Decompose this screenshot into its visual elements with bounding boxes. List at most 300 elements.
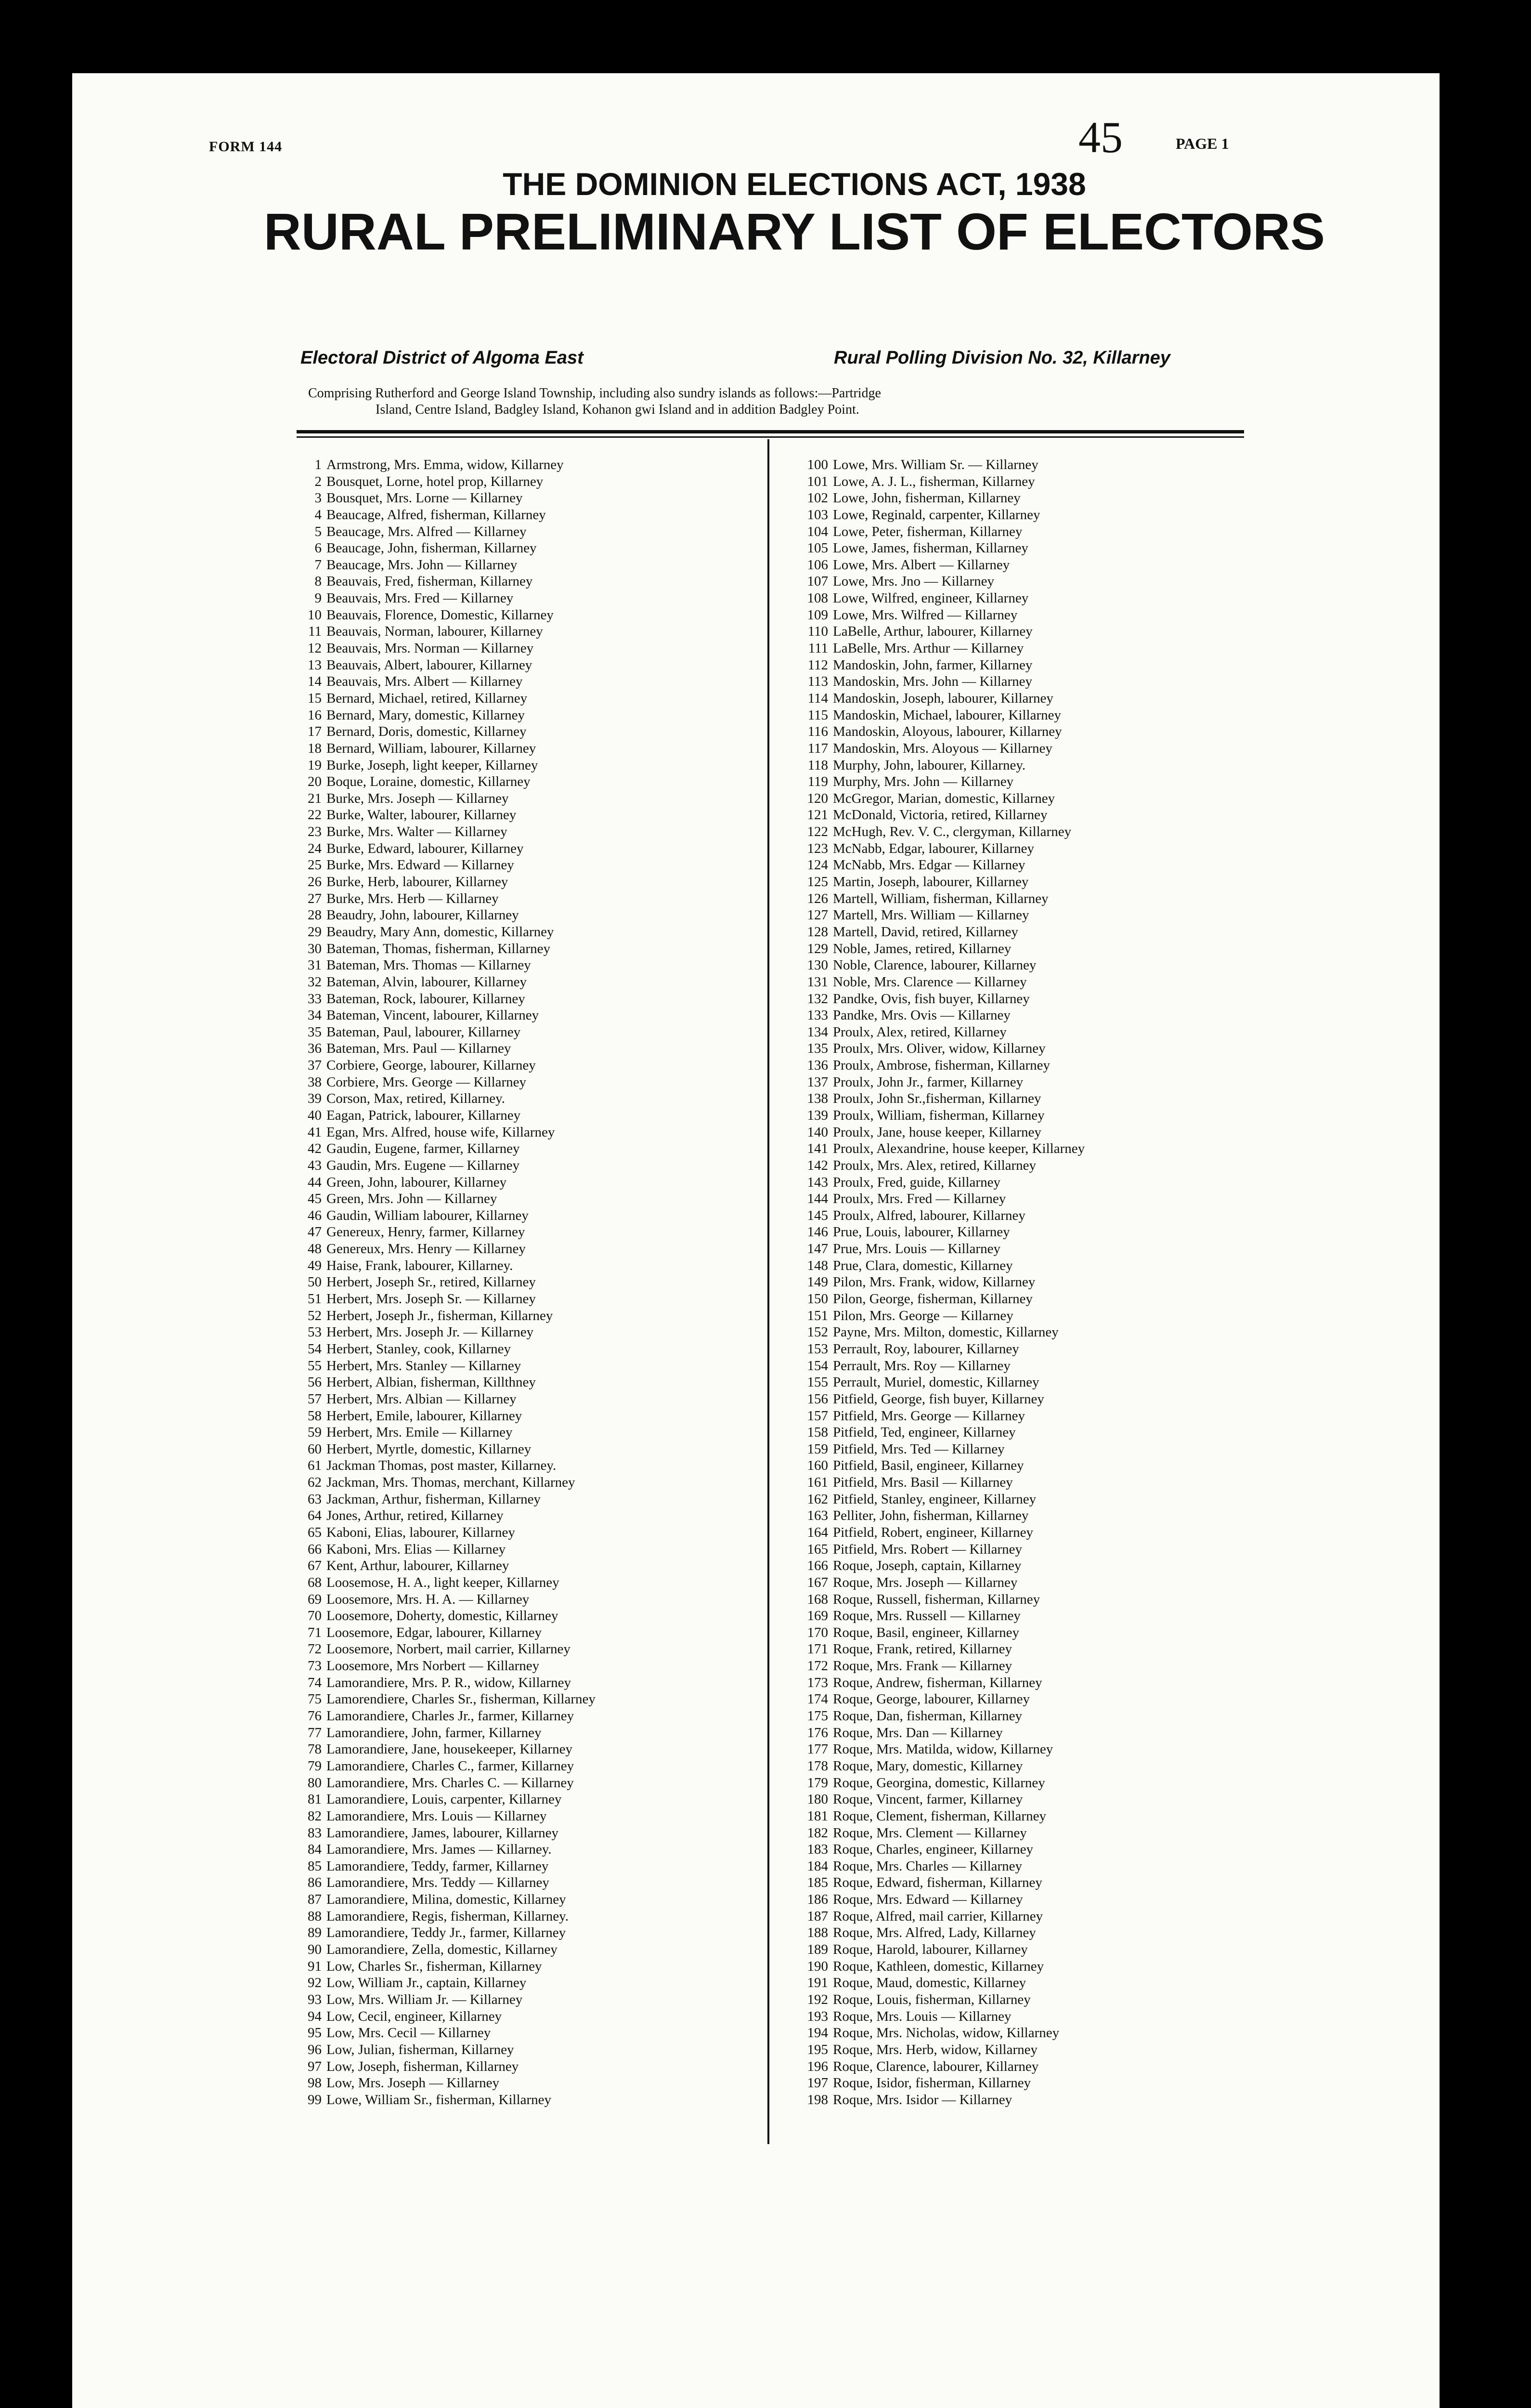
elector-details: Martell, William, fisherman, Killarney: [833, 890, 1049, 906]
elector-entry: [766, 941, 1261, 957]
elector-number: 123: [807, 840, 828, 856]
elector-details: Low, William Jr., captain, Killarney: [326, 1975, 527, 1991]
elector-details: Low, Charles Sr., fisherman, Killarney: [326, 1958, 542, 1974]
elector-details: Roque, Charles, engineer, Killarney: [833, 1842, 1033, 1858]
elector-entry: [270, 857, 761, 874]
elector-entry: [766, 1924, 1261, 1941]
elector-details: Beauvais, Norman, labourer, Killarney: [326, 624, 543, 640]
elector-number: 157: [807, 1408, 828, 1424]
elector-details: Armstrong, Mrs. Emma, widow, Killarney: [326, 457, 564, 472]
elector-number: 97: [308, 2058, 322, 2074]
elector-entry: [766, 957, 1261, 974]
elector-entry: [270, 1007, 761, 1024]
elector-details: Roque, Russell, fisherman, Killarney: [833, 1591, 1040, 1607]
elector-details: Proulx, Mrs. Oliver, widow, Killarney: [833, 1041, 1046, 1057]
elector-number: 11: [308, 624, 322, 640]
elector-details: Herbert, Emile, labourer, Killarney: [326, 1408, 522, 1424]
elector-number: 174: [807, 1691, 828, 1707]
elector-entry: [766, 1975, 1261, 1991]
elector-number: 68: [308, 1574, 322, 1590]
elector-entry: [766, 1074, 1261, 1091]
elector-entry: [766, 2008, 1261, 2025]
elector-details: Burke, Joseph, light keeper, Killarney: [326, 757, 538, 773]
elector-entry: [270, 1775, 761, 1792]
elector-number: 98: [308, 2075, 322, 2091]
elector-number: 66: [308, 1541, 322, 1557]
elector-details: Murphy, Mrs. John — Killarney: [833, 774, 1014, 790]
elector-details: Pitfield, Ted, engineer, Killarney: [833, 1425, 1016, 1440]
elector-details: Jackman, Mrs. Thomas, merchant, Killarney: [326, 1475, 575, 1491]
elector-number: 142: [807, 1157, 828, 1173]
elector-details: Roque, Joseph, captain, Killarney: [833, 1558, 1022, 1574]
elector-number: 129: [807, 941, 828, 956]
elector-details: Pilon, George, fisherman, Killarney: [833, 1291, 1033, 1307]
elector-entry: [270, 1975, 761, 1991]
elector-details: Proulx, Alex, retired, Killarney: [833, 1024, 1007, 1040]
elector-number: 119: [807, 774, 828, 790]
comprising-line-2: Island, Centre Island, Badgley Island, Kohanon gwi Island and in addition Badgley Point.: [376, 402, 859, 417]
elector-details: Bernard, Doris, domestic, Killarney: [326, 724, 527, 740]
elector-number: 83: [308, 1825, 322, 1841]
elector-number: 128: [807, 924, 828, 940]
elector-number: 86: [308, 1875, 322, 1891]
elector-number: 170: [807, 1624, 828, 1640]
elector-number: 3: [314, 490, 322, 506]
elector-details: Roque, Mrs. Dan — Killarney: [833, 1725, 1003, 1741]
elector-number: 188: [807, 1925, 828, 1941]
elector-number: 159: [807, 1441, 828, 1457]
elector-number: 151: [807, 1308, 828, 1323]
elector-entry: [766, 1841, 1261, 1858]
elector-entry: [766, 657, 1261, 674]
elector-number: 104: [807, 523, 828, 539]
elector-number: 163: [807, 1508, 828, 1524]
elector-number: 130: [807, 957, 828, 973]
elector-entry: [766, 1758, 1261, 1775]
polling-division: Rural Polling Division No. 32, Killarney: [834, 348, 1170, 368]
elector-number: 95: [308, 2025, 322, 2041]
elector-entry: [766, 690, 1261, 707]
header-rule-thin: [297, 436, 1244, 438]
elector-details: Lowe, Mrs. William Sr. — Killarney: [833, 457, 1038, 472]
elector-entry: [270, 1140, 761, 1157]
elector-entry: [766, 1090, 1261, 1107]
elector-details: Pitfield, Mrs. George — Killarney: [833, 1408, 1025, 1424]
elector-entry: [270, 991, 761, 1008]
elector-number: 85: [308, 1858, 322, 1874]
elector-details: Corbiere, George, labourer, Killarney: [326, 1058, 536, 1073]
elector-details: Proulx, Alfred, labourer, Killarney: [833, 1207, 1025, 1223]
elector-number: 72: [308, 1641, 322, 1657]
elector-details: Lamorandiere, Mrs. James — Killarney.: [326, 1842, 552, 1858]
elector-details: Bateman, Alvin, labourer, Killarney: [326, 974, 527, 990]
elector-entry: [270, 1541, 761, 1558]
elector-details: McNabb, Mrs. Edgar — Killarney: [833, 857, 1025, 873]
elector-details: Noble, Mrs. Clarence — Killarney: [833, 974, 1027, 990]
elector-entry: [270, 1725, 761, 1741]
elector-number: 150: [807, 1291, 828, 1307]
elector-details: Burke, Mrs. Walter — Killarney: [326, 824, 507, 840]
elector-entry: [270, 590, 761, 607]
elector-number: 117: [807, 740, 828, 756]
elector-details: Herbert, Myrtle, domestic, Killarney: [326, 1441, 532, 1457]
elector-entry: [766, 1658, 1261, 1675]
elector-details: Burke, Mrs. Herb — Killarney: [326, 890, 499, 906]
elector-number: 115: [807, 707, 828, 723]
elector-number: 93: [308, 1991, 322, 2007]
elector-entry: [766, 1241, 1261, 1257]
elector-entry: [766, 590, 1261, 607]
elector-entry: [270, 1791, 761, 1808]
elector-entry: [270, 1441, 761, 1458]
elector-details: Green, Mrs. John — Killarney: [326, 1191, 497, 1207]
elector-number: 180: [807, 1792, 828, 1807]
elector-entry: [270, 1424, 761, 1441]
elector-entry: [766, 840, 1261, 857]
elector-number: 52: [308, 1308, 322, 1323]
elector-details: Pilon, Mrs. George — Killarney: [833, 1308, 1013, 1323]
elector-entry: [270, 1374, 761, 1391]
elector-entry: [270, 1191, 761, 1207]
elector-number: 99: [308, 2092, 322, 2107]
elector-details: Lamorandiere, Mrs. Charles C. — Killarney: [326, 1775, 574, 1791]
elector-number: 195: [807, 2042, 828, 2057]
elector-number: 100: [807, 457, 828, 472]
elector-details: Beaucage, Mrs. John — Killarney: [326, 557, 518, 573]
elector-number: 32: [308, 974, 322, 990]
elector-entry: [766, 1224, 1261, 1241]
elector-entry: [766, 1741, 1261, 1758]
elector-number: 178: [807, 1758, 828, 1774]
elector-details: Kent, Arthur, labourer, Killarney: [326, 1558, 509, 1574]
elector-entry: [766, 1424, 1261, 1441]
elector-entry: [270, 2008, 761, 2025]
elector-details: Pilon, Mrs. Frank, widow, Killarney: [833, 1274, 1036, 1290]
elector-entry: [766, 824, 1261, 840]
elector-entry: [270, 2092, 761, 2108]
elector-number: 60: [308, 1441, 322, 1457]
elector-details: Roque, Mrs. Joseph — Killarney: [833, 1574, 1018, 1590]
elector-entry: [766, 673, 1261, 690]
elector-number: 56: [308, 1374, 322, 1390]
elector-number: 92: [308, 1975, 322, 1991]
elector-number: 107: [807, 574, 828, 589]
elector-number: 179: [807, 1775, 828, 1791]
elector-entry: [270, 1107, 761, 1124]
elector-number: 58: [308, 1408, 322, 1424]
act-title: THE DOMINION ELECTIONS ACT, 1938: [503, 166, 1086, 202]
elector-details: Pitfield, Mrs. Ted — Killarney: [833, 1441, 1005, 1457]
elector-number: 19: [308, 757, 322, 773]
elector-number: 74: [308, 1675, 322, 1690]
elector-number: 106: [807, 557, 828, 573]
elector-details: Perrault, Roy, labourer, Killarney: [833, 1341, 1019, 1357]
elector-entry: [270, 1858, 761, 1875]
elector-number: 59: [308, 1425, 322, 1440]
elector-number: 137: [807, 1074, 828, 1090]
elector-details: Herbert, Joseph Sr., retired, Killarney: [326, 1274, 536, 1290]
elector-number: 182: [807, 1825, 828, 1841]
elector-number: 70: [308, 1608, 322, 1624]
elector-number: 161: [807, 1475, 828, 1491]
elector-entry: [766, 723, 1261, 740]
elector-entry: [270, 1224, 761, 1241]
elector-entry: [766, 473, 1261, 490]
elector-entry: [270, 1507, 761, 1524]
elector-entry: [270, 573, 761, 590]
elector-number: 198: [807, 2092, 828, 2107]
elector-entry: [270, 1157, 761, 1174]
elector-entry: [270, 957, 761, 974]
elector-details: Pitfield, George, fish buyer, Killarney: [833, 1391, 1044, 1407]
elector-number: 103: [807, 507, 828, 523]
elector-number: 155: [807, 1374, 828, 1390]
elector-number: 61: [308, 1458, 322, 1474]
elector-entry: [270, 1358, 761, 1374]
elector-number: 132: [807, 991, 828, 1007]
elector-details: Beaudry, Mary Ann, domestic, Killarney: [326, 924, 554, 940]
elector-details: McGregor, Marian, domestic, Killarney: [833, 790, 1055, 806]
elector-entry: [766, 1958, 1261, 1975]
elector-details: Bateman, Thomas, fisherman, Killarney: [326, 941, 550, 956]
elector-entry: [270, 1408, 761, 1425]
elector-details: Jackman, Arthur, fisherman, Killarney: [326, 1491, 541, 1507]
elector-number: 136: [807, 1058, 828, 1073]
elector-number: 63: [308, 1491, 322, 1507]
elector-number: 77: [308, 1725, 322, 1741]
elector-number: 67: [308, 1558, 322, 1574]
elector-number: 38: [308, 1074, 322, 1090]
elector-number: 116: [807, 724, 828, 740]
elector-number: 28: [308, 907, 322, 923]
elector-entry: [270, 1124, 761, 1141]
elector-details: Proulx, Mrs. Alex, retired, Killarney: [833, 1157, 1037, 1173]
elector-details: Pandke, Mrs. Ovis — Killarney: [833, 1008, 1011, 1023]
elector-details: Roque, Mrs. Edward — Killarney: [833, 1892, 1023, 1908]
elector-number: 171: [807, 1641, 828, 1657]
elector-entry: [270, 1324, 761, 1341]
elector-entry: [766, 1174, 1261, 1191]
elector-details: Genereux, Henry, farmer, Killarney: [326, 1224, 525, 1240]
elector-details: Gaudin, William labourer, Killarney: [326, 1207, 529, 1223]
elector-entry: [270, 1825, 761, 1842]
elector-number: 181: [807, 1808, 828, 1824]
elector-number: 16: [308, 707, 322, 723]
elector-entry: [766, 790, 1261, 807]
elector-entry: [766, 1007, 1261, 1024]
elector-entry: [766, 1524, 1261, 1541]
elector-number: 9: [314, 590, 322, 606]
elector-entry: [270, 1675, 761, 1691]
elector-number: 196: [807, 2058, 828, 2074]
elector-number: 89: [308, 1925, 322, 1941]
elector-details: Prue, Mrs. Louis — Killarney: [833, 1241, 1000, 1257]
elector-details: Roque, Edward, fisherman, Killarney: [833, 1875, 1042, 1891]
elector-number: 121: [807, 807, 828, 823]
elector-number: 49: [308, 1257, 322, 1273]
elector-details: Beauvais, Mrs. Albert — Killarney: [326, 674, 523, 690]
elector-number: 73: [308, 1658, 322, 1674]
elector-details: Bateman, Mrs. Paul — Killarney: [326, 1041, 511, 1057]
elector-number: 47: [308, 1224, 322, 1240]
form-label: FORM 144: [209, 139, 283, 155]
elector-number: 164: [807, 1525, 828, 1540]
elector-entry: [270, 1391, 761, 1408]
elector-entry: [766, 1708, 1261, 1725]
elector-number: 33: [308, 991, 322, 1007]
elector-number: 160: [807, 1458, 828, 1474]
elector-number: 126: [807, 890, 828, 906]
elector-number: 120: [807, 790, 828, 806]
elector-details: Mandoskin, Joseph, labourer, Killarney: [833, 690, 1053, 706]
elector-number: 84: [308, 1842, 322, 1858]
elector-details: Beauvais, Florence, Domestic, Killarney: [326, 607, 554, 623]
elector-entry: [270, 890, 761, 907]
elector-number: 7: [314, 557, 322, 573]
elector-entry: [766, 1491, 1261, 1508]
elector-entry: [766, 1474, 1261, 1491]
elector-entry: [766, 1408, 1261, 1425]
elector-number: 148: [807, 1257, 828, 1273]
elector-number: 18: [308, 740, 322, 756]
elector-number: 12: [308, 641, 322, 656]
elector-number: 162: [807, 1491, 828, 1507]
elector-number: 118: [807, 757, 828, 773]
elector-details: Prue, Louis, labourer, Killarney: [833, 1224, 1010, 1240]
elector-number: 190: [807, 1958, 828, 1974]
elector-number: 147: [807, 1241, 828, 1257]
elector-entry: [270, 2058, 761, 2075]
elector-details: Lowe, A. J. L., fisherman, Killarney: [833, 473, 1035, 489]
elector-details: Perrault, Muriel, domestic, Killarney: [833, 1374, 1039, 1390]
elector-entry: [766, 1908, 1261, 1925]
elector-details: Bateman, Mrs. Thomas — Killarney: [326, 957, 531, 973]
elector-entry: [766, 874, 1261, 890]
elector-entry: [270, 707, 761, 724]
elector-number: 34: [308, 1008, 322, 1023]
elector-details: Herbert, Stanley, cook, Killarney: [326, 1341, 511, 1357]
elector-details: Bernard, Michael, retired, Killarney: [326, 690, 528, 706]
elector-number: 177: [807, 1741, 828, 1757]
elector-details: Beaucage, Alfred, fisherman, Killarney: [326, 507, 546, 523]
elector-number: 109: [807, 607, 828, 623]
elector-details: Pitfield, Mrs. Robert — Killarney: [833, 1541, 1023, 1557]
elector-entry: [270, 507, 761, 523]
elector-entry: [270, 1057, 761, 1074]
elector-entry: [766, 1391, 1261, 1408]
elector-details: Lamorandiere, Jane, housekeeper, Killarney: [326, 1741, 572, 1757]
elector-details: Payne, Mrs. Milton, domestic, Killarney: [833, 1324, 1059, 1340]
elector-number: 42: [308, 1141, 322, 1157]
elector-details: Roque, Frank, retired, Killarney: [833, 1641, 1012, 1657]
elector-details: Proulx, John Jr., farmer, Killarney: [833, 1074, 1024, 1090]
elector-details: LaBelle, Arthur, labourer, Killarney: [833, 624, 1033, 640]
elector-number: 76: [308, 1708, 322, 1724]
elector-number: 133: [807, 1008, 828, 1023]
elector-number: 50: [308, 1274, 322, 1290]
elector-number: 113: [807, 674, 828, 690]
elector-details: Herbert, Mrs. Joseph Jr. — Killarney: [326, 1324, 534, 1340]
elector-entry: [270, 1641, 761, 1658]
elector-entry: [766, 857, 1261, 874]
elector-number: 78: [308, 1741, 322, 1757]
elector-details: Lamorandiere, Louis, carpenter, Killarney: [326, 1792, 562, 1807]
elector-number: 15: [308, 690, 322, 706]
elector-number: 114: [807, 690, 828, 706]
elector-details: Jones, Arthur, retired, Killarney: [326, 1508, 504, 1524]
elector-entry: [766, 457, 1261, 473]
elector-details: Lamorandiere, Milina, domestic, Killarney: [326, 1892, 566, 1908]
elector-entry: [766, 1874, 1261, 1891]
elector-number: 45: [308, 1191, 322, 1207]
elector-number: 1: [314, 457, 322, 472]
elector-details: Boque, Loraine, domestic, Killarney: [326, 774, 531, 790]
elector-entry: [766, 523, 1261, 540]
elector-details: Low, Mrs. William Jr. — Killarney: [326, 1991, 523, 2007]
elector-number: 27: [308, 890, 322, 906]
elector-entry: [766, 1124, 1261, 1141]
elector-entry: [766, 623, 1261, 640]
elector-entry: [270, 657, 761, 674]
elector-number: 54: [308, 1341, 322, 1357]
elector-entry: [270, 773, 761, 790]
elector-entry: [270, 1257, 761, 1274]
elector-entry: [766, 2092, 1261, 2108]
elector-details: Jackman Thomas, post master, Killarney.: [326, 1458, 557, 1474]
elector-number: 10: [308, 607, 322, 623]
elector-details: Roque, George, labourer, Killarney: [833, 1691, 1030, 1707]
elector-entry: [270, 1758, 761, 1775]
elector-number: 135: [807, 1041, 828, 1057]
elector-entry: [270, 1524, 761, 1541]
elector-entry: [270, 1891, 761, 1908]
page-label: PAGE 1: [1176, 135, 1229, 152]
elector-details: Roque, Dan, fisherman, Killarney: [833, 1708, 1023, 1724]
elector-number: 24: [308, 840, 322, 856]
elector-entry: [270, 907, 761, 924]
elector-details: Bernard, William, labourer, Killarney: [326, 740, 536, 756]
elector-details: Burke, Walter, labourer, Killarney: [326, 807, 517, 823]
elector-number: 122: [807, 824, 828, 840]
elector-details: Lamorandiere, Regis, fisherman, Killarney.: [326, 1908, 569, 1924]
elector-number: 127: [807, 907, 828, 923]
elector-details: Roque, Alfred, mail carrier, Killarney: [833, 1908, 1043, 1924]
elector-entry: [766, 1358, 1261, 1374]
elector-details: Proulx, John Sr.,fisherman, Killarney: [833, 1091, 1041, 1107]
elector-details: Martin, Joseph, labourer, Killarney: [833, 874, 1029, 890]
elector-number: 111: [808, 641, 828, 656]
elector-details: Eagan, Patrick, labourer, Killarney: [326, 1107, 521, 1123]
elector-number: 144: [807, 1191, 828, 1207]
elector-details: Lamorendiere, Charles Sr., fisherman, Killarney: [326, 1691, 596, 1707]
elector-details: Proulx, Jane, house keeper, Killarney: [833, 1124, 1041, 1140]
elector-number: 40: [308, 1107, 322, 1123]
elector-entry: [766, 1324, 1261, 1341]
elector-number: 112: [807, 657, 828, 673]
elector-details: Beaucage, John, fisherman, Killarney: [326, 540, 537, 556]
elector-details: Lamorandiere, Mrs. P. R., widow, Killarney: [326, 1675, 571, 1690]
elector-details: Pelliter, John, fisherman, Killarney: [833, 1508, 1029, 1524]
elector-entry: [766, 2058, 1261, 2075]
elector-entry: [270, 1274, 761, 1291]
elector-entry: [270, 640, 761, 657]
elector-details: Beauvais, Fred, fisherman, Killarney: [326, 574, 533, 589]
elector-details: Roque, Harold, labourer, Killarney: [833, 1942, 1028, 1958]
elector-number: 156: [807, 1391, 828, 1407]
elector-number: 44: [308, 1174, 322, 1190]
elector-details: Gaudin, Eugene, farmer, Killarney: [326, 1141, 520, 1157]
elector-number: 31: [308, 957, 322, 973]
